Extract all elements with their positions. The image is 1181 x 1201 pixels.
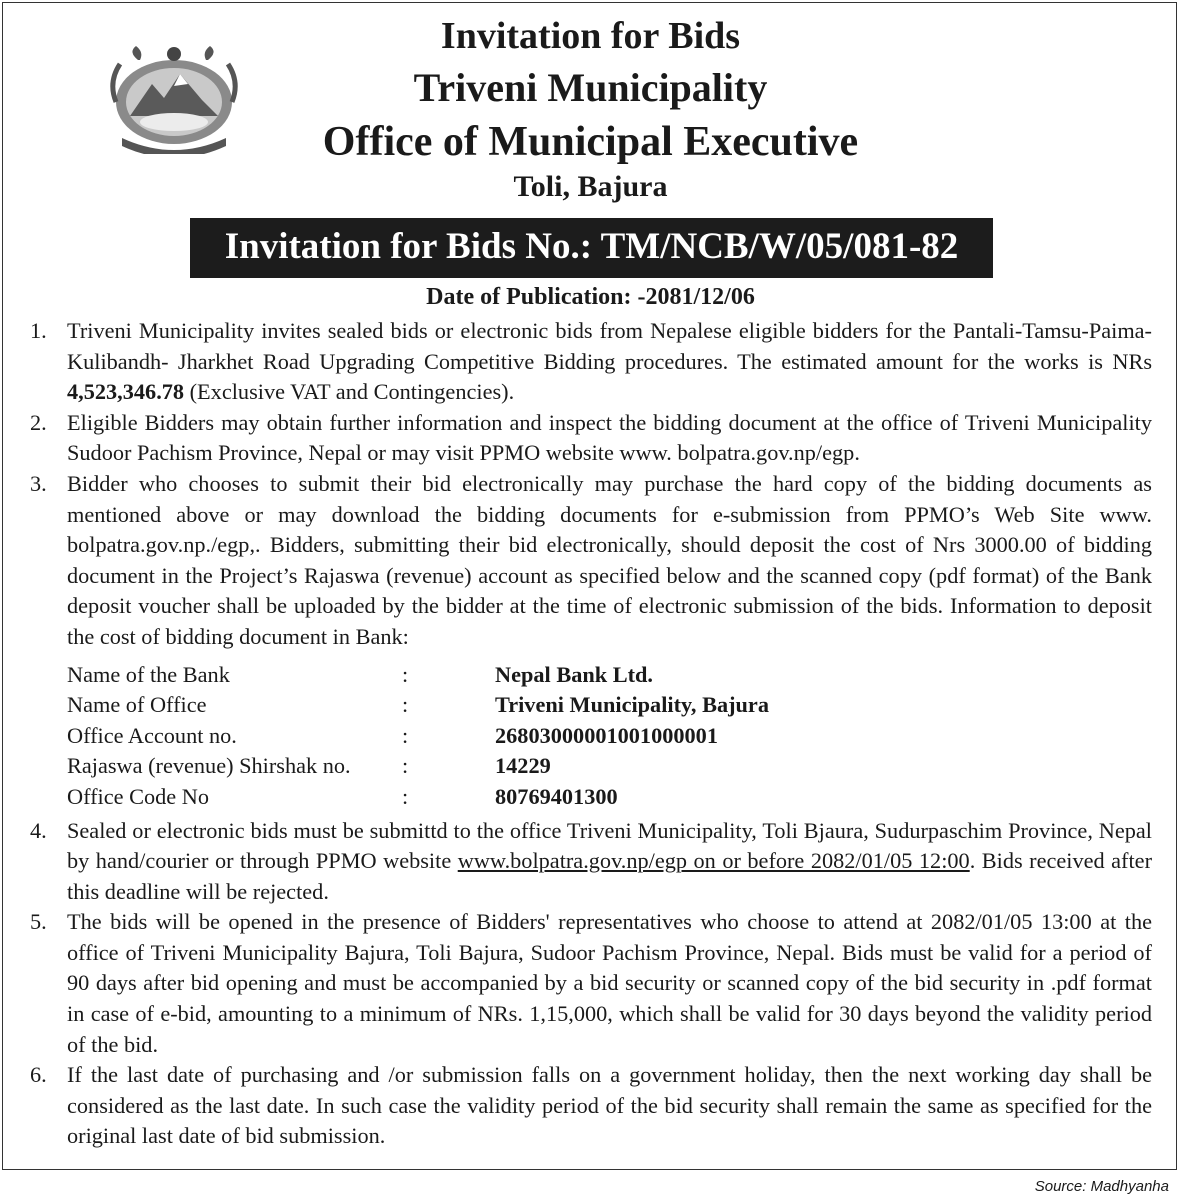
- item-number: 3.: [30, 470, 47, 496]
- source-credit: Source: Madhyanha: [1034, 1178, 1169, 1195]
- item-text: Triveni Municipality invites sealed bids or electronic bids from Nepalese eligible bidders for the Pantali-Tamsu-Paima-Kulibandh- Jharkhet Road Upgrading Competitive Bidding procedures. The estimated amount for the works is NRs 4,523,346.78 (Exclusive VAT and Contingencies).: [67, 318, 1152, 405]
- publication-date: Date of Publication: -2081/12/06: [426, 284, 755, 310]
- title-municipality: Triveni Municipality: [413, 65, 768, 110]
- bank-row: Office Account no. : 26803000001001000001: [67, 722, 718, 748]
- estimated-amount: 4,523,346.78: [67, 379, 185, 405]
- item-text: If the last date of purchasing and /or submission falls on a government holiday, then the next working day shall be considered as the last date. In such case the validity period of the bid security shall remain the same as specified for the original last date of bid submission.: [67, 1062, 1152, 1149]
- notice-body: [30, 316, 1152, 1152]
- bank-row: Name of the Bank : Nepal Bank Ltd.: [67, 661, 653, 687]
- bank-row: Office Code No : 80769401300: [67, 783, 618, 809]
- item-number: 6.: [30, 1062, 47, 1088]
- bank-details-table: [67, 660, 1152, 813]
- list-item: [30, 408, 1152, 469]
- item-text: Sealed or electronic bids must be submittd to the office Triveni Municipality, Toli Bjaura, Sudurpaschim Province, Nepal by hand/courier or through PPMO website www.bolpatra.gov.np/egp on or before 2082/01/05 12:00. Bids received after this deadline will be rejected.: [67, 817, 1152, 904]
- bank-row: Name of Office : Triveni Municipality, Bajura: [67, 692, 769, 718]
- item-number: 5.: [30, 909, 47, 935]
- item-text: The bids will be opened in the presence of Bidders' representatives who choose to attend at 2082/01/05 13:00 at the office of Triveni Municipality Bajura, Toli Bajura, Sudoor Pachism Province, Nepal. Bids must be valid for a period of 90 days after bid opening and must be accompanied by a bid security or scanned copy of the bid security in .pdf format in case of e-bid, amounting to a minimum of NRs. 1,15,000, which shall be valid for 30 days beyond the validity period of the bid.: [67, 909, 1152, 1057]
- bank-row: Rajaswa (revenue) Shirshak no. : 14229: [67, 753, 551, 779]
- deadline-link[interactable]: www.bolpatra.gov.np/egp on or before 2082/01/05 12:00: [457, 848, 970, 874]
- list-item: [30, 907, 1152, 1060]
- bid-number-banner: Invitation for Bids No.: TM/NCB/W/05/081-82: [190, 218, 993, 278]
- title-invitation: Invitation for Bids: [440, 15, 741, 57]
- item-number: 4.: [30, 817, 47, 843]
- title-office: Office of Municipal Executive: [322, 119, 859, 165]
- list-item: [30, 469, 1152, 816]
- title-location: Toli, Bajura: [513, 170, 668, 203]
- item-text: Bidder who chooses to submit their bid electronically may purchase the hard copy of the bidding documents as mentioned above or may download the bidding documents for e-submission from PPMO’s Web Site www. bolpatra.gov.np./egp,. Bidders, submitting their bid electronically, should deposit the cost of Nrs 3000.00 of bidding document in the Project’s Rajaswa (revenue) account as specified below and the scanned copy (pdf format) of the Bank deposit voucher shall be uploaded by the bidder at the time of electronic submission of the bids. Information to deposit the cost of bidding document in Bank: Name of the Bank : Nepal Bank Ltd. Name of Office : Triveni Municipality, Bajura Office Account no. : 26803000001001000001 Rajaswa (revenue) Shirshak no. : 14229 Office Code No : 80769401300: [67, 469, 1152, 816]
- item-number: 2.: [30, 409, 47, 435]
- list-item: [30, 316, 1152, 408]
- list-item: [30, 1060, 1152, 1152]
- item-number: 1.: [30, 318, 47, 343]
- list-item: [30, 816, 1152, 908]
- item-text: Eligible Bidders may obtain further information and inspect the bidding document at the office of Triveni Municipality Sudoor Pachism Province, Nepal or may visit PPMO website www. bolpatra.gov.np/egp.: [67, 409, 1152, 466]
